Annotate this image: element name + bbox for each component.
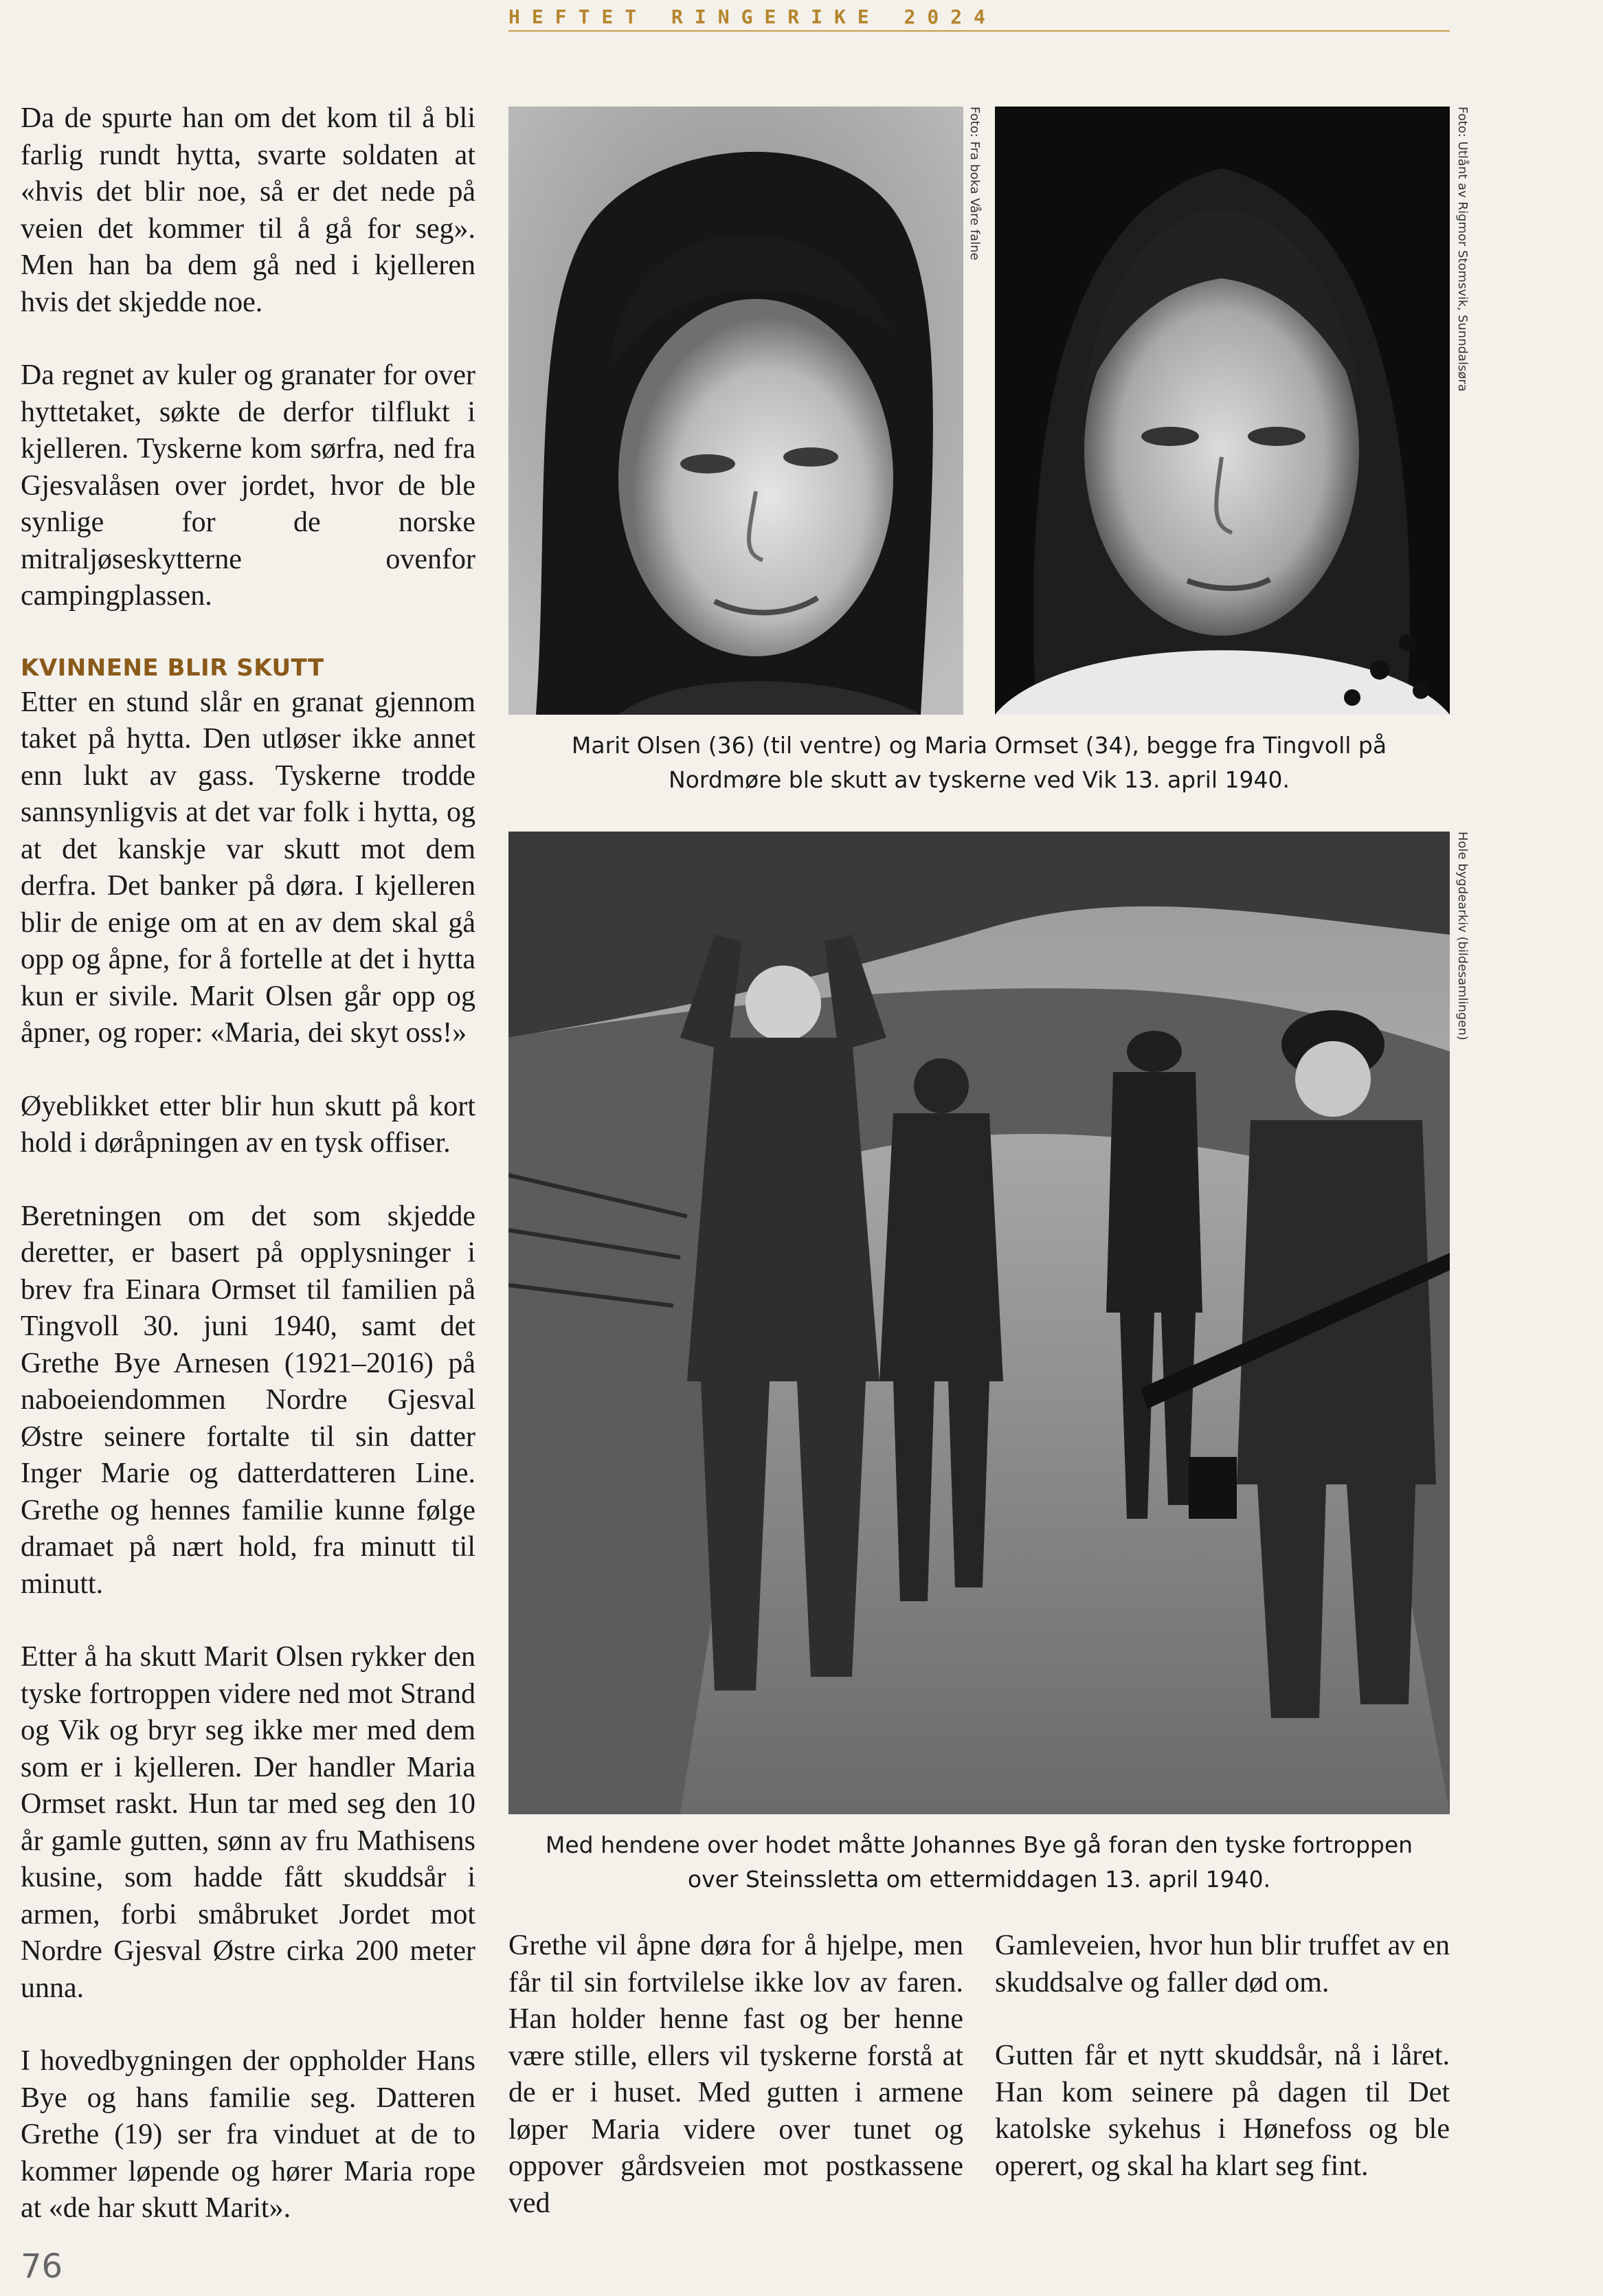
photo-credit: Foto: Fra boka Våre falne xyxy=(967,107,982,260)
paragraph: Øyeblikket etter blir hun skutt på kort hold i døråpningen av en tysk offiser. xyxy=(21,1090,475,1159)
photo-caption: Med hendene over hodet måtte Johannes Bye gå foran den tyske fortroppen over Steinssletta om ettermiddagen 13. april 1940. xyxy=(545,1831,1413,1893)
paragraph: Gutten får et nytt skuddsår, nå i låret. Han kom seinere på dagen til Det katolske sykehus i Hønefoss og ble operert, og skal ha klart seg fint. xyxy=(995,2040,1450,2182)
paragraph: Da de spurte han om det kom til å bli farlig rundt hytta, svarte soldaten at «hvis det blir noe, så er det nede på veien det kommer til å gå for seg». Men han ba dem gå ned i kjelleren hvis det skjedde noe. xyxy=(21,102,475,318)
running-header: HEFTET RINGERIKE 2024 xyxy=(508,5,998,28)
right-column xyxy=(995,1928,1450,2185)
photo-credit: Foto: Utlånt av Rigmor Stomsvik, Sunndalsøra xyxy=(1455,107,1470,392)
paragraph: I hovedbygningen der oppholder Hans Bye og hans familie seg. Datteren Grethe (19) ser fra vinduet at de to kommer løpende og hører Maria rope at «de har skutt Marit». xyxy=(21,2045,475,2224)
soldiers-illustration xyxy=(508,832,1450,1814)
portrait-illustration xyxy=(508,107,963,715)
photo-credit: Hole bygdearkiv (bildesamlingen) xyxy=(1455,832,1470,1040)
middle-column xyxy=(508,1928,963,2222)
paragraph: Da regnet av kuler og granater for over hyttetaket, søkte de derfor tilflukt i kjelleren. Tyskerne kom sørfra, ned fra Gjesvalåsen over jordet, hvor de ble synlige for de norske mitraljøseskytterne ovenfor campingplassen. xyxy=(21,359,475,612)
paragraph: Etter å ha skutt Marit Olsen rykker den tyske fortroppen videre ned mot Strand og Vik og bryr seg ikke mer med dem som er i kjelleren. Der handler Maria Ormset raskt. Hun tar med seg den 10 år gamle gutten, sønn av fru Mathisens kusine, som hadde fått skuddsår i armen, forbi småbruket Jordet mot Nordre Gjesval Østre cirka 200 meter unna. xyxy=(21,1641,475,2004)
historic-photo-soldiers xyxy=(508,832,1450,1814)
paragraph: Beretningen om det som skjedde deretter, er basert på opplysninger i brev fra Einara Ormset til familien på Tingvoll 30. juni 1940, samt det Grethe Bye Arnesen (1921–2016) på naboeiendommen Nordre Gjesval Østre seinere fortalte til sin datter Inger Marie og datterdatteren Line. Grethe og hennes familie kunne følge dramaet på nært hold, fra minutt til minutt. xyxy=(21,1200,475,1600)
section-heading: KVINNENE BLIR SKUTT xyxy=(21,654,324,682)
paragraph: Grethe vil åpne døra for å hjelpe, men får til sin fortvilelse ikke lov av faren. Han holder henne fast og ber henne være stille, ellers vil tyskerne forstå at de er i huset. Med gutten i armene løper Maria videre over tunet og oppover gårdsveien mot postkassene ved xyxy=(508,1930,963,2219)
paragraph: Etter en stund slår en granat gjennom taket på hytta. Den utløser ikke annet enn lukt av gass. Tyskerne trodde sannsynligvis at det var folk i hytta, og at det kanskje var skutt mot dem derfra. Det banker på døra. I kjelleren blir de enige om at en av dem skal gå opp og åpne, for å fortelle at det i hytta kun er sivile. Marit Olsen går opp og åpner, og roper: «Maria, dei skyt oss!» xyxy=(21,686,475,1049)
page-number: 76 xyxy=(21,2247,63,2286)
paragraph: Gamleveien, hvor hun blir truffet av en skuddsalve og faller død om. xyxy=(995,1930,1450,1998)
portrait-photo-maria-ormset xyxy=(995,107,1450,715)
header-rule xyxy=(508,30,1450,32)
section-block xyxy=(21,651,475,1052)
photo-caption: Marit Olsen (36) (til ventre) og Maria Ormset (34), begge fra Tingvoll på Nordmøre ble skutt av tyskerne ved Vik 13. april 1940. xyxy=(571,732,1387,793)
portrait-illustration xyxy=(995,107,1450,715)
portrait-photo-marit-olsen xyxy=(508,107,963,715)
left-column xyxy=(21,100,475,2227)
